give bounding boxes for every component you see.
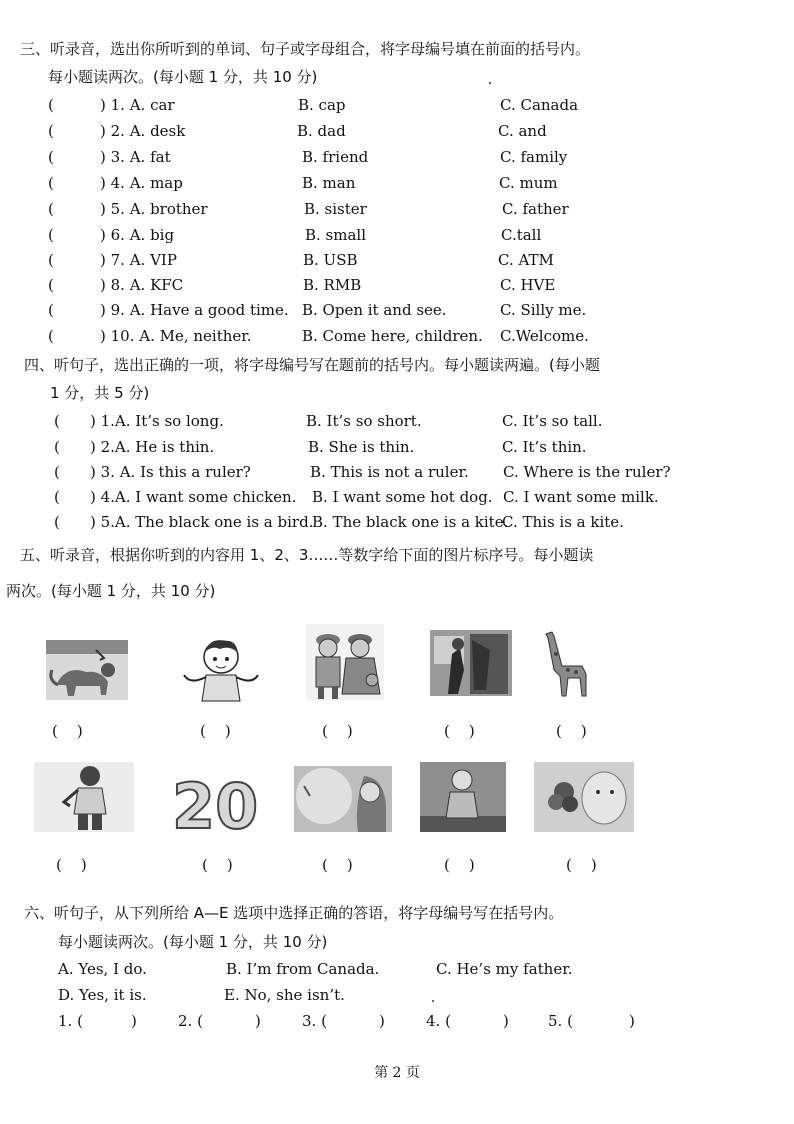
option-c: C. It’s so tall. <box>502 412 603 430</box>
picture-number-bracket[interactable]: ( ) <box>322 722 353 740</box>
option-b: B. Open it and see. <box>302 301 447 319</box>
old-couple-picture <box>306 624 384 700</box>
option-c: C. family <box>500 148 568 166</box>
boy-picture <box>34 762 134 832</box>
option-a: ) 6. A. big <box>100 226 175 244</box>
option-b: B. sister <box>304 200 367 218</box>
giraffe-picture <box>538 626 600 698</box>
option-c: C.tall <box>501 226 542 244</box>
answer-blank-1[interactable]: 1. ( ) <box>58 1012 137 1030</box>
scan-speck <box>489 82 491 84</box>
picture-number-bracket[interactable]: ( ) <box>444 856 475 874</box>
answer-bracket[interactable]: ( <box>48 96 54 114</box>
answer-bracket[interactable]: ( <box>48 122 54 140</box>
dark-room-picture <box>430 630 512 696</box>
picture-number-bracket[interactable]: ( ) <box>444 722 475 740</box>
answer-blank-4[interactable]: 4. ( ) <box>426 1012 509 1030</box>
boy-shrugging-picture <box>180 635 262 703</box>
option-a: ) 4.A. I want some chicken. <box>90 488 297 506</box>
option-b: B. cap <box>298 96 346 114</box>
answer-bracket[interactable]: ( <box>54 463 60 481</box>
option-b: B. I want some hot dog. <box>312 488 493 506</box>
option-a: ) 4. A. map <box>100 174 183 192</box>
option-b: B. It’s so short. <box>306 412 422 430</box>
option-d: D. Yes, it is. <box>58 986 147 1004</box>
scan-speck <box>432 1000 434 1002</box>
option-b: B. friend <box>302 148 369 166</box>
option-b: B. small <box>305 226 367 244</box>
option-c: C.Welcome. <box>500 327 589 345</box>
answer-bracket[interactable]: ( <box>54 412 60 430</box>
option-b: B. man <box>302 174 356 192</box>
page-footer: 第 2 页 <box>374 1065 420 1081</box>
option-b: B. I’m from Canada. <box>226 960 380 978</box>
option-a: ) 8. A. KFC <box>100 276 184 294</box>
baby-grapes-picture <box>534 762 634 832</box>
option-c: C. HVE <box>500 276 556 294</box>
option-c: C. Where is the ruler? <box>503 463 671 481</box>
section4-heading: 四、听句子，选出正确的一项，将字母编号写在题前的括号内。每小题读两遍。(每小题 <box>24 356 600 374</box>
teacher-picture <box>420 762 506 832</box>
picture-number-bracket[interactable]: ( ) <box>56 856 87 874</box>
section3-heading: 三、听录音，选出你所听到的单词、句子或字母组合，将字母编号填在前面的括号内。 <box>20 40 591 58</box>
picture-number-bracket[interactable]: ( ) <box>202 856 233 874</box>
option-b: B. RMB <box>303 276 362 294</box>
option-a: ) 7. A. VIP <box>100 251 177 269</box>
option-a: ) 9. A. Have a good time. <box>100 301 289 319</box>
section5-heading: 五、听录音，根据你听到的内容用 1、2、3……等数字给下面的图片标序号。每小题读 <box>20 546 594 564</box>
answer-blank-5[interactable]: 5. ( ) <box>548 1012 635 1030</box>
option-c: C. Silly me. <box>500 301 587 319</box>
option-a: ) 1. A. car <box>100 96 175 114</box>
option-a: ) 1.A. It’s so long. <box>90 412 224 430</box>
section6-heading: 六、听句子，从下列所给 A—E 选项中选择正确的答语，将字母编号写在括号内。 <box>24 904 564 922</box>
option-a: ) 5. A. brother <box>100 200 208 218</box>
option-b: B. USB <box>303 251 358 269</box>
option-a: ) 3. A. fat <box>100 148 171 166</box>
section3-subheading: 每小题读两次。(每小题 1 分，共 10 分) <box>48 68 318 86</box>
picture-number-bracket[interactable]: ( ) <box>566 856 597 874</box>
number-twenty-picture <box>168 772 260 834</box>
option-a: ) 2. A. desk <box>100 122 186 140</box>
option-b: B. This is not a ruler. <box>310 463 469 481</box>
option-a: A. Yes, I do. <box>58 960 147 978</box>
option-e: E. No, she isn’t. <box>224 986 345 1004</box>
option-c: C. and <box>498 122 547 140</box>
option-a: ) 3. A. Is this a ruler? <box>90 463 251 481</box>
section5-heading-cont: 两次。(每小题 1 分，共 10 分) <box>6 582 216 600</box>
answer-bracket[interactable]: ( <box>48 301 54 319</box>
answer-blank-2[interactable]: 2. ( ) <box>178 1012 261 1030</box>
answer-bracket[interactable]: ( <box>48 148 54 166</box>
answer-bracket[interactable]: ( <box>54 488 60 506</box>
option-c: C. mum <box>499 174 558 192</box>
option-a: ) 10. A. Me, neither. <box>100 327 252 345</box>
option-c: C. ATM <box>498 251 554 269</box>
section6-subheading: 每小题读两次。(每小题 1 分，共 10 分) <box>58 933 328 951</box>
picture-number-bracket[interactable]: ( ) <box>52 722 83 740</box>
picture-number-bracket[interactable]: ( ) <box>322 856 353 874</box>
answer-bracket[interactable]: ( <box>48 174 54 192</box>
option-c: C. father <box>502 200 569 218</box>
option-c: C. It’s thin. <box>502 438 587 456</box>
section4-heading-cont: 1 分，共 5 分) <box>50 384 150 402</box>
answer-bracket[interactable]: ( <box>54 438 60 456</box>
option-c: C. I want some milk. <box>503 488 659 506</box>
monkey-picture <box>46 640 128 700</box>
answer-bracket[interactable]: ( <box>48 200 54 218</box>
answer-bracket[interactable]: ( <box>48 226 54 244</box>
picture-number-bracket[interactable]: ( ) <box>556 722 587 740</box>
option-a: ) 2.A. He is thin. <box>90 438 215 456</box>
answer-bracket[interactable]: ( <box>54 513 60 531</box>
option-b: B. The black one is a kite. <box>312 513 509 531</box>
option-b: B. dad <box>297 122 346 140</box>
answer-bracket[interactable]: ( <box>48 276 54 294</box>
picture-number-bracket[interactable]: ( ) <box>200 722 231 740</box>
answer-bracket[interactable]: ( <box>48 251 54 269</box>
answer-blank-3[interactable]: 3. ( ) <box>302 1012 385 1030</box>
option-c: C. He’s my father. <box>436 960 573 978</box>
number-twenty-text: 20 <box>172 772 259 834</box>
option-a: ) 5.A. The black one is a bird. <box>90 513 314 531</box>
option-b: B. She is thin. <box>308 438 415 456</box>
option-c: C. This is a kite. <box>502 513 624 531</box>
answer-bracket[interactable]: ( <box>48 327 54 345</box>
option-c: C. Canada <box>500 96 579 114</box>
mirror-girl-picture <box>294 766 392 832</box>
option-b: B. Come here, children. <box>302 327 483 345</box>
